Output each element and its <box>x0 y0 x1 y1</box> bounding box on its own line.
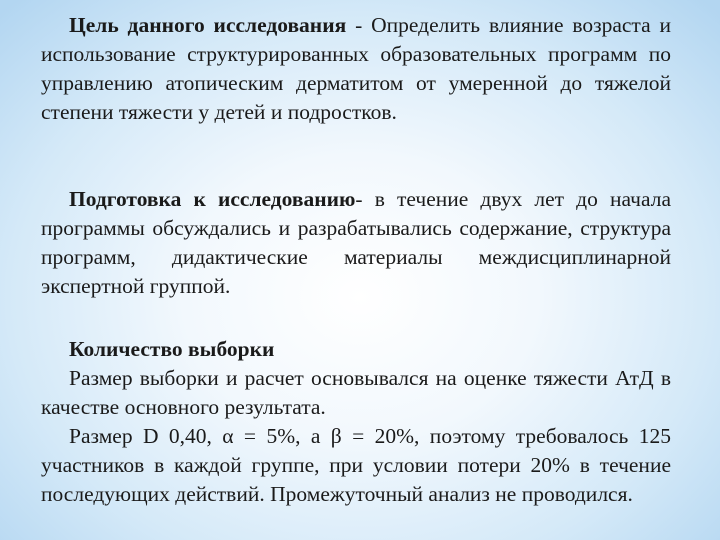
study-preparation-paragraph <box>41 185 671 301</box>
study-goal-label: Цель данного исследования <box>69 13 347 37</box>
study-goal-paragraph <box>41 11 671 127</box>
study-preparation-text: - в течение двух лет до начала программы обсуждались и разрабатывались содержание, структура программ, дидактические материалы междисциплинарной экспертной группой. <box>41 187 671 298</box>
sample-size-paragraph <box>41 335 671 509</box>
sample-size-text-1: Размер выборки и расчет основывался на оценке тяжести АтД в качестве основного результата. <box>41 366 671 419</box>
study-preparation-label: Подготовка к исследованию <box>69 187 356 211</box>
study-goal-text: - Определить влияние возраста и использование структурированных образовательных программ по управлению атопическим дерматитом от умеренной до тяжелой степени тяжести у детей и подростков. <box>41 13 672 124</box>
sample-size-text-2: Размер D 0,40, α = 5%, а β = 20%, поэтому требовалось 125 участников в каждой группе, при условии потери 20% в течение последующих действий. Промежуточный анализ не проводился. <box>41 424 671 506</box>
sample-size-heading: Количество выборки <box>69 337 275 361</box>
